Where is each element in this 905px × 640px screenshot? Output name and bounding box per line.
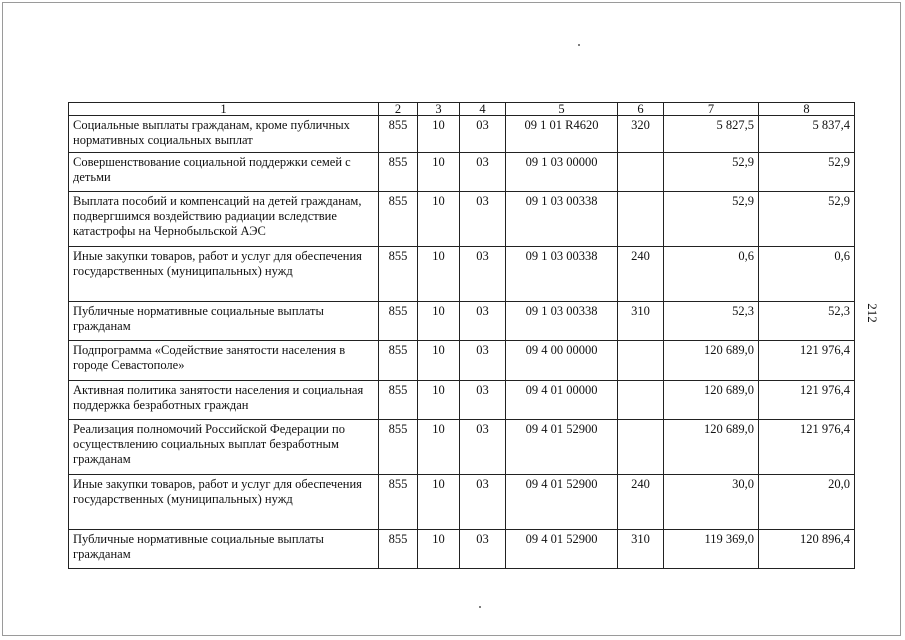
cell-pr: 03 (460, 302, 506, 341)
cell-vr (618, 153, 664, 192)
cell-sum-2: 20,0 (759, 475, 855, 530)
cell-rz: 10 (418, 247, 460, 302)
cell-sum-2: 120 896,4 (759, 530, 855, 569)
cell-csr: 09 4 01 00000 (506, 381, 618, 420)
cell-sum-2: 52,9 (759, 153, 855, 192)
col-header: 5 (506, 103, 618, 116)
cell-sum-1: 120 689,0 (664, 381, 759, 420)
table-row (69, 116, 855, 153)
col-header: 2 (379, 103, 418, 116)
cell-sum-1: 52,9 (664, 153, 759, 192)
cell-rz: 10 (418, 341, 460, 381)
col-header: 1 (69, 103, 379, 116)
row-name: Выплата пособий и компенсаций на детей гражданам, подвергшимся воздействию радиации вследствие катастрофы на Чернобыльской АЭС (69, 192, 379, 247)
cell-csr: 09 1 03 00338 (506, 192, 618, 247)
cell-rz: 10 (418, 475, 460, 530)
cell-sum-2: 121 976,4 (759, 420, 855, 475)
col-header: 4 (460, 103, 506, 116)
cell-rz: 10 (418, 420, 460, 475)
cell-gr: 855 (379, 247, 418, 302)
cell-sum-2: 52,9 (759, 192, 855, 247)
cell-pr: 03 (460, 192, 506, 247)
row-name: Социальные выплаты гражданам, кроме публичных нормативных социальных выплат (69, 116, 379, 153)
cell-rz: 10 (418, 530, 460, 569)
table-row (69, 475, 855, 530)
cell-sum-1: 0,6 (664, 247, 759, 302)
cell-sum-2: 0,6 (759, 247, 855, 302)
cell-pr: 03 (460, 475, 506, 530)
cell-sum-2: 52,3 (759, 302, 855, 341)
cell-sum-1: 5 827,5 (664, 116, 759, 153)
cell-sum-2: 5 837,4 (759, 116, 855, 153)
row-name: Публичные нормативные социальные выплаты гражданам (69, 530, 379, 569)
row-name: Активная политика занятости населения и социальная поддержка безработных граждан (69, 381, 379, 420)
row-name: Публичные нормативные социальные выплаты гражданам (69, 302, 379, 341)
cell-gr: 855 (379, 381, 418, 420)
cell-vr: 240 (618, 475, 664, 530)
budget-table (68, 102, 855, 569)
cell-pr: 03 (460, 116, 506, 153)
cell-csr: 09 4 01 52900 (506, 530, 618, 569)
cell-pr: 03 (460, 381, 506, 420)
cell-csr: 09 1 01 R4620 (506, 116, 618, 153)
cell-rz: 10 (418, 116, 460, 153)
cell-pr: 03 (460, 247, 506, 302)
row-name: Подпрограмма «Содействие занятости населения в городе Севастополе» (69, 341, 379, 381)
cell-gr: 855 (379, 530, 418, 569)
cell-pr: 03 (460, 420, 506, 475)
col-header: 8 (759, 103, 855, 116)
scan-speck (578, 44, 580, 46)
cell-vr (618, 381, 664, 420)
table-row (69, 381, 855, 420)
table-row (69, 530, 855, 569)
cell-csr: 09 1 03 00338 (506, 247, 618, 302)
cell-sum-1: 52,9 (664, 192, 759, 247)
table-row (69, 420, 855, 475)
row-name: Иные закупки товаров, работ и услуг для обеспечения государственных (муниципальных) нужд (69, 475, 379, 530)
cell-sum-1: 120 689,0 (664, 341, 759, 381)
table-row (69, 302, 855, 341)
cell-vr: 310 (618, 302, 664, 341)
cell-csr: 09 1 03 00000 (506, 153, 618, 192)
cell-gr: 855 (379, 420, 418, 475)
cell-pr: 03 (460, 341, 506, 381)
row-name: Иные закупки товаров, работ и услуг для обеспечения государственных (муниципальных) нужд (69, 247, 379, 302)
cell-csr: 09 4 01 52900 (506, 475, 618, 530)
cell-sum-1: 119 369,0 (664, 530, 759, 569)
col-header: 3 (418, 103, 460, 116)
page-number: 212 (864, 303, 880, 323)
cell-sum-1: 30,0 (664, 475, 759, 530)
cell-vr (618, 420, 664, 475)
row-name: Реализация полномочий Российской Федерации по осуществлению социальных выплат безработным гражданам (69, 420, 379, 475)
cell-pr: 03 (460, 530, 506, 569)
table-row (69, 341, 855, 381)
cell-gr: 855 (379, 116, 418, 153)
col-header: 7 (664, 103, 759, 116)
cell-sum-1: 52,3 (664, 302, 759, 341)
cell-vr (618, 192, 664, 247)
table-row (69, 192, 855, 247)
header-row (69, 103, 855, 116)
cell-sum-2: 121 976,4 (759, 381, 855, 420)
cell-gr: 855 (379, 302, 418, 341)
cell-rz: 10 (418, 302, 460, 341)
cell-gr: 855 (379, 475, 418, 530)
cell-csr: 09 4 00 00000 (506, 341, 618, 381)
cell-rz: 10 (418, 153, 460, 192)
cell-vr: 310 (618, 530, 664, 569)
cell-sum-1: 120 689,0 (664, 420, 759, 475)
cell-gr: 855 (379, 153, 418, 192)
row-name: Совершенствование социальной поддержки семей с детьми (69, 153, 379, 192)
cell-csr: 09 4 01 52900 (506, 420, 618, 475)
cell-rz: 10 (418, 381, 460, 420)
scan-speck (479, 606, 481, 608)
cell-vr (618, 341, 664, 381)
table-row (69, 153, 855, 192)
cell-gr: 855 (379, 341, 418, 381)
table-row (69, 247, 855, 302)
cell-rz: 10 (418, 192, 460, 247)
cell-gr: 855 (379, 192, 418, 247)
col-header: 6 (618, 103, 664, 116)
cell-csr: 09 1 03 00338 (506, 302, 618, 341)
cell-pr: 03 (460, 153, 506, 192)
cell-vr: 320 (618, 116, 664, 153)
cell-vr: 240 (618, 247, 664, 302)
cell-sum-2: 121 976,4 (759, 341, 855, 381)
